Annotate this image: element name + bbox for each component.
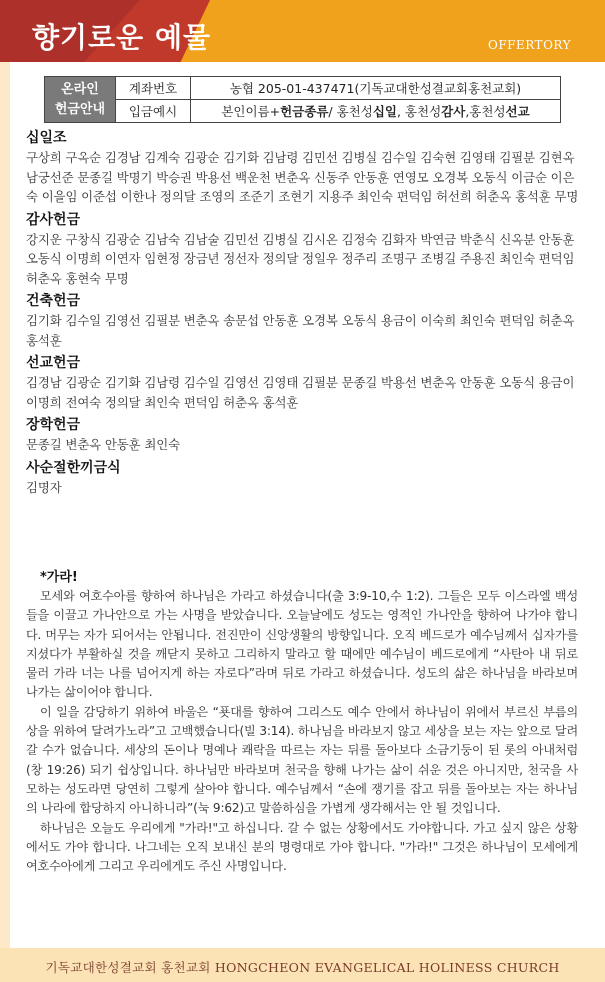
page-subtitle: OFFERTORY — [487, 38, 571, 52]
church-name: 기독교대한성결교회 홍천교회 HONGCHEON EVANGELICAL HOLINESS CHURCH — [45, 960, 560, 975]
section-building — [26, 291, 581, 350]
online-offering-table — [44, 76, 561, 123]
account-label: 계좌번호 — [116, 77, 191, 100]
section-title: 선교헌금 — [26, 355, 81, 371]
account-number: 농협 205-01-437471(기독교대한성결교회홍천교회) — [191, 77, 561, 100]
section-names: 김경남 김광순 김기화 김남령 김수일 김영선 김영태 김필분 문종길 박용선 변춘옥 안동훈 오동식 용금이 이명희 전여숙 정의달 최인숙 편덕임 허춘옥 홍석훈 — [26, 375, 575, 410]
section-title: 십일조 — [26, 130, 67, 146]
section-names: 김기화 김수일 김영선 김필분 변춘옥 송문섭 안동훈 오경복 오동식 용금이 이숙희 최인숙 편덕임 허춘옥 홍석훈 — [26, 313, 575, 348]
section-title: 장학헌금 — [26, 417, 81, 433]
devotional-article — [26, 566, 578, 876]
page-title: 향기로운 예물 — [32, 21, 212, 54]
section-names: 문종길 변춘옥 안동훈 최인숙 — [26, 437, 180, 452]
header-banner — [0, 0, 605, 62]
offering-sections — [26, 128, 581, 500]
section-title: 사순절한끼금식 — [26, 459, 121, 476]
section-names: 김명자 — [26, 479, 62, 495]
section-tithe — [26, 128, 581, 207]
deposit-example: 본인이름+헌금종류/ 홍천성십일, 홍천성감사,홍천성선교 — [191, 100, 561, 123]
section-title: 감사헌금 — [26, 211, 81, 228]
online-offering-label: 온라인 헌금안내 — [45, 77, 116, 123]
left-stripe — [0, 0, 10, 982]
article-paragraph: 모세와 여호수아를 향하여 하나님은 가라고 하셨습니다(출 3:9-10,수 1:2). 그들은 모두 이스라엘 백성들을 이끌고 가나안으로 가는 사명을 받았습니다. 오늘날에도 성도는 영적인 가나안을 향하여 나가야 합니다. 머무는 자가 되어서는 안됩니다. 전진만이 신앙생활의 방향입니다. 오직 베드로가 예수님께서 십자가를 지셨다가 부활하실 것을 깨닫지 못하고 그리하지 말라고 할 때에만 예수님이 베드로에게 “사탄아 내 뒤로 물러 가라 너는 나를 넘어지게 하는 자로다”라며 뒤로 가라고 하셨습니다. 성도의 삶은 하나님을 바라보며 나가는 삶이어야 합니다. — [26, 589, 578, 700]
section-names: 강지운 구창식 김광순 김남숙 김남술 김민선 김병실 김시온 김정숙 김화자 박연금 박춘식 신옥분 안동훈 오동식 이명희 이연자 임현정 장금년 정선자 정의달 정일우 정주리 조명구 조병길 주용진 최인숙 편덕임 허춘옥 홍현숙 무명 — [26, 231, 575, 286]
article-paragraph: 이 일을 감당하기 위하여 바울은 “푯대를 향하여 그리스도 예수 안에서 하나님이 위에서 부르신 부름의 상을 위하여 달려가노라”고 고백했습니다(빌 3:14). 하나님을 바라보지 않고 세상을 보는 자는 앞으로 달려갈 수가 없습니다. 세상의 돈이나 명예나 쾌락을 따르는 자는 뒤를 돌아보다 소금기둥이 된 롯의 아내처럼(창 19:26) 되기 쉽상입니다. 하나님만 바라보며 천국을 향해 나가는 삶이 쉬운 것은 아니지만, 천국을 사모하는 성도라면 당연히 그렇게 살아야 합니다. 예수님께서 “손에 쟁기를 잡고 뒤를 돌아보는 자는 하나님의 나라에 합당하지 아니하니라”(눅 9:62)고 말씀하심을 가볍게 생각해서는 안 될 것입니다. — [26, 704, 578, 816]
section-lent-fasting — [26, 458, 581, 498]
footer — [0, 948, 605, 982]
deposit-example-label: 입금예시 — [116, 100, 191, 123]
section-title: 건축헌금 — [26, 293, 81, 309]
article-paragraph: 하나님은 오늘도 우리에게 "가라!"고 하십니다. 갈 수 없는 상황에서도 가야합니다. 가고 싶지 않은 상황에서도 가야 합니다. 나그네는 오직 보내신 분의 명령대로 가야 합니다. "가라!" 그것은 하나님이 모세에게 여호수아에게 그리고 우리에게도 주신 사명입니다. — [26, 820, 578, 874]
section-scholarship — [26, 415, 581, 455]
section-missions — [26, 353, 581, 412]
section-names: 구상희 구옥순 김경남 김계숙 김광순 김기화 김남령 김민선 김병실 김수일 김숙현 김영태 김필분 김현옥 남궁선준 문종길 박명기 박승권 박용선 백운천 변춘옥 신동주 안동훈 연영모 오경복 오동식 이금순 이은숙 이을임 이준섭 이한나 정의달 조영의 조준기 조현기 지용주 최인숙 편덕임 허선희 허춘옥 홍석훈 무명 — [26, 150, 579, 204]
article-heading: *가라! — [40, 570, 78, 585]
section-thanksgiving — [26, 210, 581, 289]
